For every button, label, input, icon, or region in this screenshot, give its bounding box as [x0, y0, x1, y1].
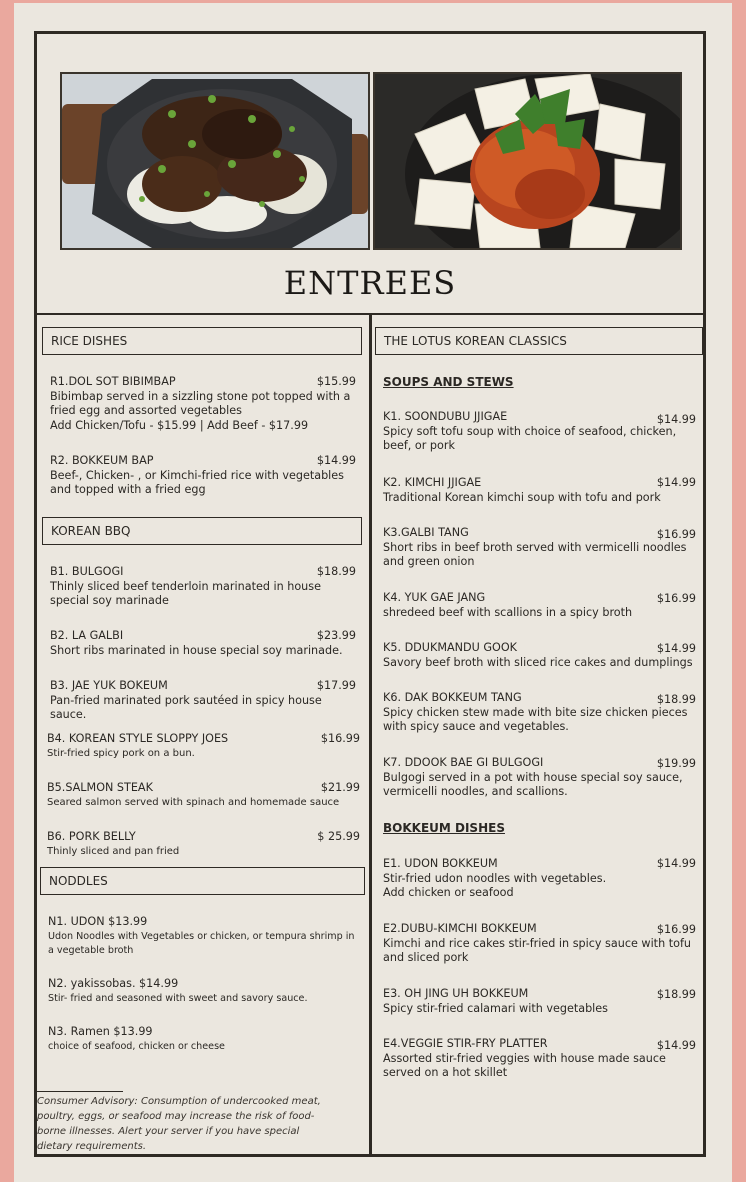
item-description: Thinly sliced beef tenderloin marinated in house special soy marinade	[50, 579, 321, 607]
advisory-rule	[37, 1091, 123, 1092]
item-description: shredeed beef with scallions in a spicy broth	[383, 605, 633, 619]
item-name: R1.DOL SOT BIBIMBAP	[50, 375, 176, 388]
item-name: K1. SOONDUBU JJIGAE	[383, 410, 508, 423]
right-border	[732, 0, 746, 1182]
item-price: $23.99	[316, 629, 356, 642]
menu-item	[383, 922, 696, 966]
left-border	[0, 0, 14, 1182]
item-description: choice of seafood, chicken or cheese	[48, 1040, 225, 1052]
item-price: $14.99	[656, 476, 696, 489]
item-price: $21.99	[320, 781, 360, 794]
menu-item	[383, 756, 696, 800]
item-name: E1. UDON BOKKEUM	[383, 857, 498, 870]
soups-stews-heading: SOUPS AND STEWS	[383, 375, 514, 389]
item-description: Spicy chicken stew made with bite size chicken pieces with spicy sauce and vegetables.	[383, 705, 688, 733]
item-price: $16.99	[656, 923, 696, 936]
item-price: $14.99	[656, 1039, 696, 1052]
item-name: N2. yakissobas. $14.99	[48, 977, 179, 990]
item-price: $15.99	[316, 375, 356, 388]
bulgogi-photo	[60, 72, 370, 250]
item-description: Spicy soft tofu soup with choice of seafood, chicken, beef, or pork	[383, 424, 677, 452]
kimchi-tofu-photo	[373, 72, 682, 250]
menu-item	[383, 691, 696, 735]
item-name: N1. UDON $13.99	[48, 915, 148, 928]
item-description: Kimchi and rice cakes stir-fried in spicy sauce with tofu and sliced pork	[383, 936, 691, 964]
item-name: K6. DAK BOKKEUM TANG	[383, 691, 522, 704]
bokkeum-dishes-heading: BOKKEUM DISHES	[383, 821, 505, 835]
menu-item	[383, 987, 696, 1016]
item-price: $14.99	[656, 642, 696, 655]
menu-item	[47, 781, 360, 810]
rice-dishes-header: RICE DISHES	[42, 327, 362, 355]
item-name: B3. JAE YUK BOKEUM	[50, 679, 168, 692]
item-name: N3. Ramen $13.99	[48, 1025, 153, 1038]
menu-item	[383, 410, 696, 454]
item-price: $14.99	[656, 857, 696, 870]
menu-item	[50, 629, 356, 658]
item-name: K2. KIMCHI JJIGAE	[383, 476, 482, 489]
korean-bbq-header: KOREAN BBQ	[42, 517, 362, 545]
item-price: $18.99	[656, 988, 696, 1001]
consumer-advisory: Consumer Advisory: Consumption of undercooked meat, poultry, eggs, or seafood may increase the risk of food-borne illnesses. Alert your server if you have special dietary requirements.	[37, 1096, 321, 1152]
item-description: Bibimbap served in a sizzling stone pot topped with a fried egg and assorted vegetables	[50, 389, 351, 417]
item-name: K7. DDOOK BAE GI BULGOGI	[383, 756, 544, 769]
item-name: K4. YUK GAE JANG	[383, 591, 486, 604]
item-description: Beef-, Chicken- , or Kimchi-fried rice with vegetables and topped with a fried egg	[50, 468, 344, 496]
menu-item	[50, 679, 356, 723]
item-name: B6. PORK BELLY	[47, 830, 136, 843]
item-addon: Add Chicken/Tofu - $15.99 | Add Beef - $17.99	[50, 418, 309, 432]
item-name: R2. BOKKEUM BAP	[50, 454, 154, 467]
menu-item	[48, 1025, 360, 1054]
item-description: Savory beef broth with sliced rice cakes and dumplings	[383, 655, 693, 669]
item-description: Udon Noodles with Vegetables or chicken, or tempura shrimp in a vegetable broth	[48, 930, 355, 956]
item-price: $14.99	[316, 454, 356, 467]
item-description: Stir-fried spicy pork on a bun.	[47, 747, 195, 759]
item-name: E2.DUBU-KIMCHI BOKKEUM	[383, 922, 537, 935]
item-description: Thinly sliced and pan fried	[47, 845, 180, 857]
item-price: $18.99	[316, 565, 356, 578]
item-description: Assorted stir-fried veggies with house made sauce served on a hot skillet	[383, 1051, 666, 1079]
page-title: ENTREES	[283, 264, 457, 302]
menu-item	[383, 591, 696, 620]
item-description: Stir- fried and seasoned with sweet and savory sauce.	[48, 992, 308, 1004]
item-name: B2. LA GALBI	[50, 629, 124, 642]
menu-item	[383, 1037, 696, 1081]
item-name: K5. DDUKMANDU GOOK	[383, 641, 517, 654]
item-description: Bulgogi served in a pot with house special soy sauce, vermicelli noodles, and scallions.	[383, 770, 683, 798]
menu-item	[383, 857, 696, 901]
item-price: $17.99	[316, 679, 356, 692]
item-name: E3. OH JING UH BOKKEUM	[383, 987, 529, 1000]
item-name: B5.SALMON STEAK	[47, 781, 153, 794]
item-price: $16.99	[656, 528, 696, 541]
item-description: Stir-fried udon noodles with vegetables.	[383, 871, 607, 885]
menu-item	[48, 977, 360, 1006]
menu-item	[383, 526, 696, 570]
menu-item	[383, 476, 696, 505]
item-name: B1. BULGOGI	[50, 565, 124, 578]
item-description: Pan-fried marinated pork sautéed in spicy house sauce.	[50, 693, 322, 721]
menu-item	[50, 454, 356, 498]
noodles-header: NODDLES	[40, 867, 365, 895]
menu-item	[47, 732, 360, 761]
item-name: K3.GALBI TANG	[383, 526, 469, 539]
menu-item	[50, 565, 356, 609]
item-price: $ 25.99	[317, 830, 360, 843]
item-price: $19.99	[656, 757, 696, 770]
item-price: $14.99	[656, 413, 696, 426]
menu-item	[383, 641, 696, 670]
item-name: E4.VEGGIE STIR-FRY PLATTER	[383, 1037, 548, 1050]
item-addon: Add chicken or seafood	[383, 886, 514, 899]
item-description: Spicy stir-fried calamari with vegetables	[383, 1001, 609, 1015]
item-price: $16.99	[656, 592, 696, 605]
item-price: $16.99	[320, 732, 360, 745]
item-description: Seared salmon served with spinach and homemade sauce	[47, 796, 340, 808]
menu-item	[47, 830, 360, 859]
item-description: Short ribs marinated in house special soy marinade.	[50, 643, 343, 657]
menu-item	[50, 375, 356, 433]
item-description: Short ribs in beef broth served with vermicelli noodles and green onion	[383, 540, 687, 568]
menu-item	[48, 915, 360, 959]
item-price: $18.99	[656, 693, 696, 706]
column-divider	[369, 315, 372, 1157]
lotus-classics-header: THE LOTUS KOREAN CLASSICS	[375, 327, 703, 355]
item-name: B4. KOREAN STYLE SLOPPY JOES	[47, 732, 229, 745]
item-description: Traditional Korean kimchi soup with tofu and pork	[383, 490, 661, 504]
